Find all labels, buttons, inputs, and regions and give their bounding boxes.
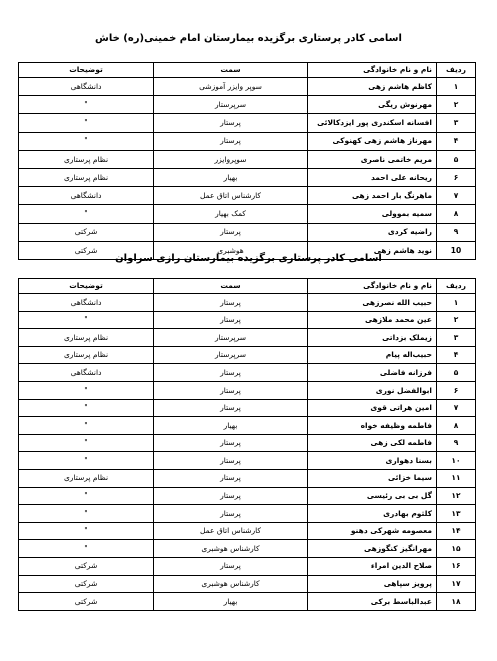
table-row <box>19 434 476 452</box>
row-notes: " <box>19 452 154 470</box>
table-row <box>19 205 476 223</box>
row-notes: " <box>19 114 154 132</box>
row-name: زیملک بزداتی <box>308 329 437 347</box>
table-row <box>19 381 476 399</box>
table-row <box>19 114 476 132</box>
table-row <box>19 469 476 487</box>
row-notes: شرکتی <box>19 575 154 593</box>
row-notes: " <box>19 540 154 558</box>
row-name: مهرنوش ریگی <box>308 96 437 114</box>
row-notes: " <box>19 487 154 505</box>
row-name: مریم خاتمی ناصری <box>308 150 437 168</box>
row-num: ۱۰ <box>437 452 476 470</box>
table-row <box>19 294 476 312</box>
row-notes: " <box>19 505 154 523</box>
table-row <box>19 540 476 558</box>
row-position: هوشبری <box>154 241 308 259</box>
row-position: بهیار <box>154 593 308 611</box>
row-num: ۲ <box>437 96 476 114</box>
row-num: ۶ <box>437 381 476 399</box>
row-position: پرستار <box>154 469 308 487</box>
row-notes: دانشگاهی <box>19 187 154 205</box>
row-num: 10 <box>437 241 476 259</box>
row-notes: دانشگاهی <box>19 78 154 96</box>
row-num: ۳ <box>437 329 476 347</box>
table-header-row <box>19 279 476 294</box>
row-name: افسانه اسکندری پور ایزدکالائی <box>308 114 437 132</box>
row-notes: " <box>19 205 154 223</box>
row-position: پرستار <box>154 399 308 417</box>
row-notes: " <box>19 434 154 452</box>
row-position: سوپر وایزر آموزشی <box>154 78 308 96</box>
row-name: ابوالفضل نوری <box>308 381 437 399</box>
table-row <box>19 364 476 382</box>
header-position: سمت <box>154 63 308 78</box>
row-notes: دانشگاهی <box>19 294 154 312</box>
row-name: عین محمد ملازهی <box>308 311 437 329</box>
section2-title: اسامی کادر پرستاری برگزیده بیمارستان رازی سراوان <box>115 253 382 264</box>
header-num: ردیف <box>437 63 476 78</box>
row-name: امین هراتی قوی <box>308 399 437 417</box>
row-position: کمک بهیار <box>154 205 308 223</box>
row-notes: نظام پرستاری <box>19 150 154 168</box>
row-notes: " <box>19 417 154 435</box>
header-name: نام و نام خانوادگی <box>308 279 437 294</box>
table-row <box>19 311 476 329</box>
row-num: ۱ <box>437 294 476 312</box>
table-row <box>19 452 476 470</box>
row-name: حبیب‌اله پیام <box>308 346 437 364</box>
table-row <box>19 593 476 611</box>
row-position: پرستار <box>154 487 308 505</box>
table-row <box>19 575 476 593</box>
row-num: ۱۶ <box>437 557 476 575</box>
table-row <box>19 417 476 435</box>
table-row <box>19 557 476 575</box>
row-num: ۵ <box>437 364 476 382</box>
row-position: پرستار <box>154 557 308 575</box>
table-row <box>19 487 476 505</box>
row-name: معصومه شهرکی دهنو <box>308 522 437 540</box>
row-position: پرستار <box>154 114 308 132</box>
table-row <box>19 329 476 347</box>
header-position: سمت <box>154 279 308 294</box>
row-position: کارشناس اتاق عمل <box>154 187 308 205</box>
section2-table <box>18 278 476 611</box>
row-notes: شرکتی <box>19 593 154 611</box>
row-name: بسنا دهواری <box>308 452 437 470</box>
header-notes: توضیحات <box>19 63 154 78</box>
header-num: ردیف <box>437 279 476 294</box>
table-row <box>19 223 476 241</box>
row-position: کارشناس هوشبری <box>154 575 308 593</box>
row-notes: نظام پرستاری <box>19 329 154 347</box>
row-position: بهیار <box>154 417 308 435</box>
row-notes: " <box>19 96 154 114</box>
row-name: نوید هاشم زهی <box>308 241 437 259</box>
row-num: ۸ <box>437 205 476 223</box>
row-num: ۳ <box>437 114 476 132</box>
row-num: ۵ <box>437 150 476 168</box>
header-notes: توضیحات <box>19 279 154 294</box>
table-header-row <box>19 63 476 78</box>
table-row <box>19 505 476 523</box>
row-notes: دانشگاهی <box>19 364 154 382</box>
table-row <box>19 78 476 96</box>
row-num: ۱ <box>437 78 476 96</box>
row-name: گل بی بی رئیسی <box>308 487 437 505</box>
row-name: مهرناز هاشم زهی کهنوکی <box>308 132 437 150</box>
row-position: سرپرستار <box>154 96 308 114</box>
row-position: پرستار <box>154 364 308 382</box>
table-row <box>19 399 476 417</box>
row-position: کارشناس اتاق عمل <box>154 522 308 540</box>
row-notes: شرکتی <box>19 241 154 259</box>
row-position: پرستار <box>154 132 308 150</box>
row-notes: " <box>19 132 154 150</box>
table-row <box>19 522 476 540</box>
row-name: مهرانگیز کنگوزهی <box>308 540 437 558</box>
row-name: سمیه بموولی <box>308 205 437 223</box>
row-position: پرستار <box>154 223 308 241</box>
header-name: نام و نام خانوادگی <box>308 63 437 78</box>
section1-title: اسامی کادر پرستاری برگزیده بیمارستان امام خمینی(ره) خاش <box>95 33 402 44</box>
row-num: ۷ <box>437 187 476 205</box>
table-row <box>19 96 476 114</box>
row-position: پرستار <box>154 311 308 329</box>
row-name: ریحانه علی احمد <box>308 168 437 186</box>
row-name: راضیه کردی <box>308 223 437 241</box>
row-num: ۷ <box>437 399 476 417</box>
row-name: کلثوم بهادری <box>308 505 437 523</box>
table-row <box>19 346 476 364</box>
row-notes: نظام پرستاری <box>19 168 154 186</box>
row-notes: شرکتی <box>19 557 154 575</box>
section1-table <box>18 62 476 260</box>
row-num: ۹ <box>437 223 476 241</box>
row-name: فرزانه فاضلی <box>308 364 437 382</box>
row-num: ۱۵ <box>437 540 476 558</box>
table-row <box>19 187 476 205</box>
row-name: سیما خزائی <box>308 469 437 487</box>
row-num: ۹ <box>437 434 476 452</box>
row-name: پرویز سپاهی <box>308 575 437 593</box>
row-position: پرستار <box>154 294 308 312</box>
row-name: کاظم هاشم زهی <box>308 78 437 96</box>
row-notes: " <box>19 311 154 329</box>
table-row <box>19 132 476 150</box>
row-num: ۸ <box>437 417 476 435</box>
row-notes: " <box>19 399 154 417</box>
row-num: ۱۳ <box>437 505 476 523</box>
row-num: ۱۴ <box>437 522 476 540</box>
row-name: صلاح الدین امراء <box>308 557 437 575</box>
row-num: ۱۲ <box>437 487 476 505</box>
row-num: ۱۸ <box>437 593 476 611</box>
row-position: بهیار <box>154 168 308 186</box>
row-num: ۶ <box>437 168 476 186</box>
row-num: ۴ <box>437 346 476 364</box>
row-notes: شرکتی <box>19 223 154 241</box>
row-position: پرستار <box>154 434 308 452</box>
table-row <box>19 168 476 186</box>
row-num: ۱۷ <box>437 575 476 593</box>
row-name: فاطمه لکی زهی <box>308 434 437 452</box>
row-notes: " <box>19 522 154 540</box>
table-row <box>19 150 476 168</box>
row-notes: " <box>19 381 154 399</box>
row-notes: نظام پرستاری <box>19 469 154 487</box>
row-name: ماهرنگ بار احمد زهی <box>308 187 437 205</box>
row-name: عبدالباسط برکی <box>308 593 437 611</box>
row-notes: نظام پرستاری <box>19 346 154 364</box>
row-num: ۴ <box>437 132 476 150</box>
row-num: ۲ <box>437 311 476 329</box>
row-position: سرپرستار <box>154 329 308 347</box>
row-name: حبیب الله نصرزهی <box>308 294 437 312</box>
row-position: کارشناس هوشبری <box>154 540 308 558</box>
row-position: پرستار <box>154 452 308 470</box>
row-position: پرستار <box>154 505 308 523</box>
row-name: فاطمه وظیفه خواه <box>308 417 437 435</box>
row-position: سوپروایزر <box>154 150 308 168</box>
row-position: سرپرستار <box>154 346 308 364</box>
row-num: ۱۱ <box>437 469 476 487</box>
row-position: پرستار <box>154 381 308 399</box>
